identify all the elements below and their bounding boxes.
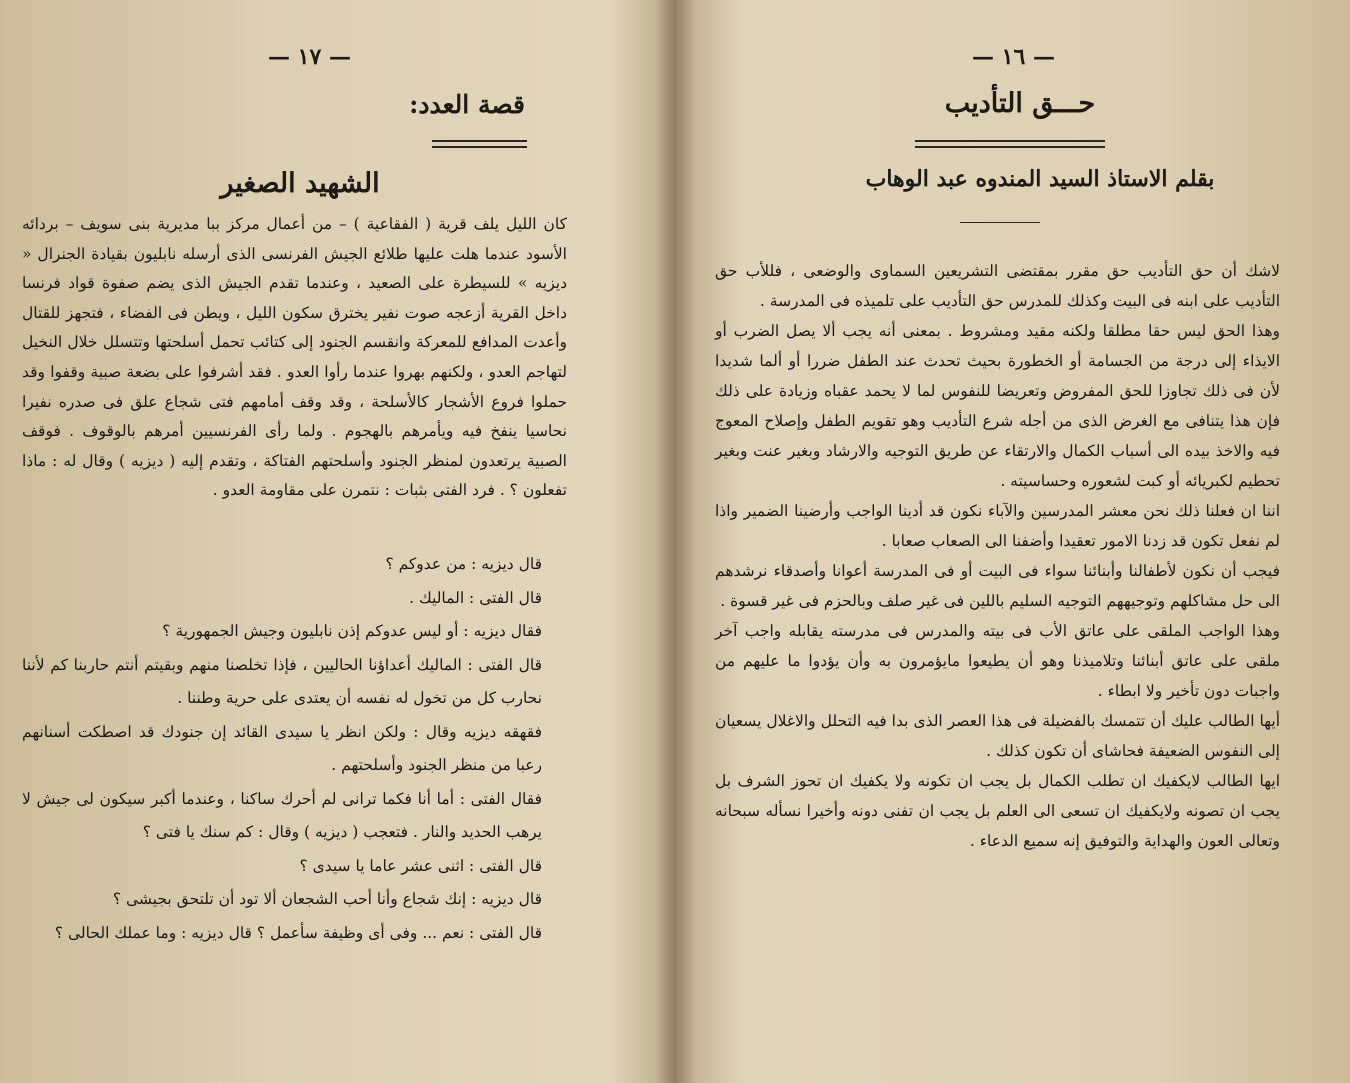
dialogue-line: قال الفتى : نعم ... وفى أى وظيفة سأعمل ؟ قال ديزيه : وما عملك الحالى ؟ — [54, 923, 542, 942]
article-body — [715, 256, 1280, 856]
page-number-right: — ١٦ — — [972, 44, 1055, 70]
article-paragraph: فيجب أن نكون لأطفالنا وأبنائنا سواء فى البيت أو فى المدرسة أعوانا وأصدقاء نرشدهم الى حل مشاكلهم وتوجيههم التوجيه السليم باللين فى غير صلف وبالحزم فى غير قسوة . — [715, 562, 1280, 610]
title-underline — [915, 140, 1105, 142]
article-title: حـــق التأديب — [944, 88, 1096, 119]
book-gutter — [655, 0, 695, 1083]
title-underline-2 — [915, 146, 1105, 148]
section-underline — [432, 140, 527, 142]
dialogue-line: فقال ديزيه : أو ليس عدوكم إذن نابليون وجيش الجمهورية ؟ — [162, 622, 542, 640]
story-title: الشهيد الصغير — [220, 168, 380, 199]
byline-underline — [960, 222, 1040, 223]
article-paragraph: وهذا الحق ليس حقا مطلقا ولكنه مقيد ومشروط . بمعنى أنه يجب ألا يصل الضرب أو الايذاء إلى درجة من الجسامة أو الخطورة بحيث تحدث عند الطفل ضررا أو ألما شديدا لأن فى ذلك تجاوزا للحق المفروض وتعريضا للنفوس لما لا يحمد عقباه وزيادة على ذلك فإن هذا يتنافى مع الغرض الذى من أجله شرع التأديب وهو تقويم الطفل وإصلاح المعوج فيه والاخذ بيده الى أسباب الكمال والارتقاء عن طريق التوجيه والارشاد وبغير عنت وبغير تحطيم لكبريائه أو كبت لشعوره وحساسيته . — [715, 322, 1280, 490]
dialogue-line: قال ديزيه : من عدوكم ؟ — [385, 555, 542, 573]
article-byline: بقلم الاستاذ السيد المندوه عبد الوهاب — [865, 166, 1215, 192]
section-label: قصة العدد: — [409, 90, 525, 119]
dialogue-line: فقال الفتى : أما أنا فكما ترانى لم أحرك ساكنا ، وعندما أكبر سيكون لى جيش لا يرهب الحديد والنار . فتعجب ( ديزيه ) وقال : كم سنك يا فتى ؟ — [22, 789, 542, 841]
article-paragraph: أيها الطالب عليك أن تتمسك بالفضيلة فى هذا العصر الذى بدا فيه التحلل والاغلال يسعيان إلى النفوس الضعيفة فحاشاى أن تكون كذلك . — [715, 712, 1280, 760]
article-paragraph: لاشك أن حق التأديب حق مقرر بمقتضى التشريعين السماوى والوضعى ، فللأب حق التأديب على ابنه فى البيت وكذلك للمدرس حق التأديب على تلميذه فى المدرسة . — [715, 262, 1280, 310]
story-paragraph: كان الليل يلف قرية ( الفقاعية ) – من أعمال مركز ببا مديرية بنى سويف – بردائه الأسود عندما هلت عليها طلائع الجيش الفرنسى الذى أرسله نابليون بقيادة الجنرال « ديزيه » للسيطرة على الصعيد ، وعندما تقدم الجيش الذى يضم صفوة قواد فرنسا داخل القرية أزعجه صوت نفير يخترق سكون الليل ، ويطن فى الفضاء ، فتجهز للقتال وأعدت المدافع للمعركة وانقسم الجنود إلى كتائب تحمل أسلحتها وتتسلل خلال النخيل لتهاجم العدو ، ولكنهم بهروا عندما رأوا العدو . فقد أشرفوا على بضعة صبية وقفوا وقد حملوا فروع الأشجار كالأسلحة ، وقد وقف أمامهم فتى شجاع علق فى صدره نفيرا نحاسيا ينفخ فيه ويأمرهم بالهجوم . ولما رأى الفرنسيين أمرهم بالوقوف . فوقف الصبية يرتعدون لمنظر الجنود وأسلحتهم الفتاكة ، وتقدم إليه ( ديزيه ) وقال له : ماذا تفعلون ؟ . فرد الفتى بثبات : نتمرن على مقاومة العدو . — [22, 215, 567, 500]
right-page — [690, 0, 1350, 1083]
story-dialogue — [22, 548, 542, 950]
article-paragraph: اننا ان فعلنا ذلك نحن معشر المدرسين والآباء نكون قد أدينا الواجب وأرضينا الضمير واذا لم نفعل تكون قد زدنا الامور تعقيدا وأضفنا الى الصعاب صعابا . — [715, 502, 1280, 550]
article-paragraph: وهذا الواجب الملقى على عاتق الأب فى بيته والمدرس فى مدرسته يقابله واجب آخر ملقى على عاتق أبنائنا وتلاميذنا وهو أن يطيعوا مايؤمرون به وأن يؤدوا ما عليهم من واجبات دون تأخير ولا ابطاء . — [715, 622, 1280, 700]
dialogue-line: قال الفتى : الماليك . — [409, 588, 542, 607]
dialogue-line: قال الفتى : الماليك أعداؤنا الحاليين ، فإذا تخلصنا منهم وبقيتم أنتم حاربنا كم لأننا نحارب كل من تخول له نفسه أن يعتدى على حرية وطننا . — [22, 655, 542, 707]
section-underline-2 — [432, 146, 527, 148]
article-paragraph: ايها الطالب لايكفيك ان تطلب الكمال بل يجب ان تكونه ولا يكفيك ان تحوز الشرف بل يجب ان تصونه ولايكفيك ان تسعى الى العلم بل يجب ان تفنى دونه وأخيرا نسأله سبحانه وتعالى العون والهداية والتوفيق إنه سميع الدعاء . — [715, 772, 1280, 850]
dialogue-line: فقهقه ديزيه وقال : ولكن انظر يا سيدى القائد إن جنودك قد اصطكت أسنانهم رعبا من منظر الجنود وأسلحتهم . — [22, 722, 542, 774]
dialogue-line: قال ديزيه : إنك شجاع وأنا أحب الشجعان ألا تود أن تلتحق بجيشى ؟ — [112, 890, 542, 908]
page-number-left: — ١٧ — — [268, 44, 351, 70]
story-body — [22, 210, 567, 506]
left-page — [0, 0, 660, 1083]
dialogue-line: قال الفتى : اثنى عشر عاما يا سيدى ؟ — [299, 856, 542, 875]
